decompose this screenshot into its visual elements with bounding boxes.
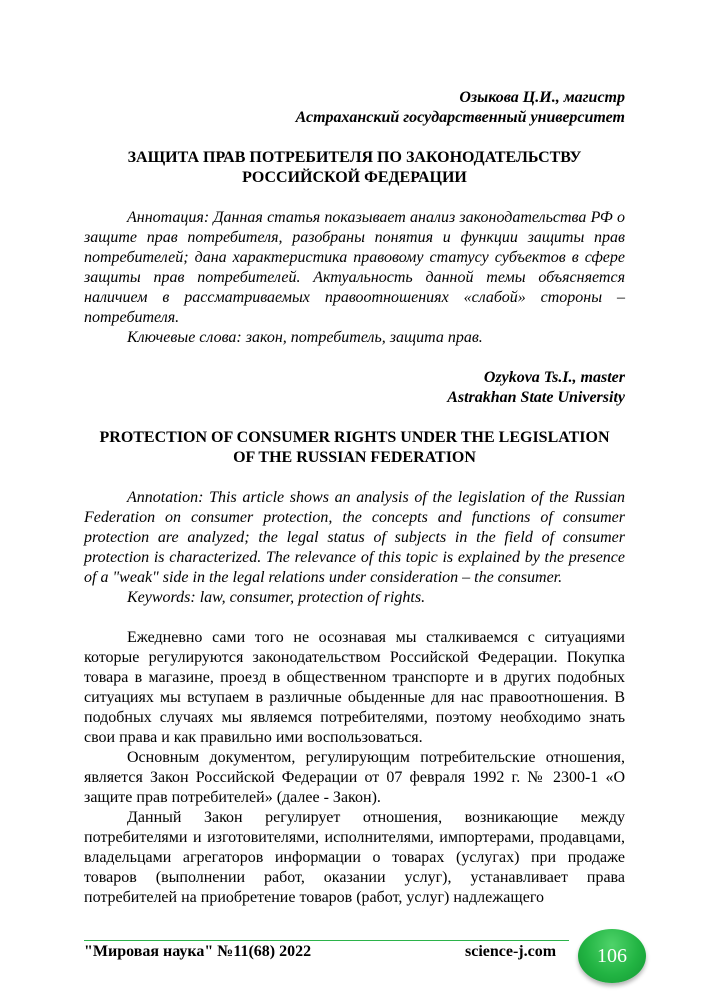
author-name-en: Ozykova Ts.I., master xyxy=(483,369,625,386)
keywords-ru: Ключевые слова: закон, потребитель, защита прав. xyxy=(127,329,483,346)
author-block-en xyxy=(84,368,625,408)
keywords-en: Keywords: law, consumer, protection of rights. xyxy=(127,589,426,606)
title-ru-line-1: ЗАЩИТА ПРАВ ПОТРЕБИТЕЛЯ ПО ЗАКОНОДАТЕЛЬСТВУ xyxy=(127,149,582,166)
author-block-ru xyxy=(84,88,625,128)
journal-name: "Мировая наука" №11(68) 2022 xyxy=(84,943,312,960)
abstract-ru-text: Аннотация: Данная статья показывает анализ законодательства РФ о защите прав потребителя, разобраны понятия и функции защиты прав потребителей; дана характеристика правовому статусу субъектов в сфере защиты прав потребителей. Актуальность данной темы объясняется наличием в рассматриваемых правоотношениях «слабой» стороны – потребителя. xyxy=(84,209,625,326)
article-body xyxy=(84,628,625,908)
footer-divider xyxy=(84,940,569,941)
author-name-ru: Озыкова Ц.И., магистр xyxy=(459,89,625,106)
title-en-line-1: PROTECTION OF CONSUMER RIGHTS UNDER THE LEGISLATION xyxy=(99,429,610,446)
title-ru xyxy=(84,148,625,188)
abstract-ru xyxy=(84,208,625,348)
author-affiliation-en: Astrakhan State University xyxy=(447,389,625,406)
article-page xyxy=(84,0,625,908)
page-number-badge: 106 xyxy=(578,929,646,983)
title-en-line-2: OF THE RUSSIAN FEDERATION xyxy=(233,449,476,466)
title-ru-line-2: РОССИЙСКОЙ ФЕДЕРАЦИИ xyxy=(242,169,467,186)
title-en xyxy=(84,428,625,468)
journal-site: science-j.com xyxy=(465,943,557,960)
body-paragraph: Данный Закон регулирует отношения, возникающие между потребителями и изготовителями, исполнителями, импортерами, продавцами, владельцами агрегаторов информации о товарах (услугах) при продаже товаров (выполнении работ, оказании услуг), устанавливает права потребителей на приобретение товаров (работ, услуг) надлежащего xyxy=(84,809,625,906)
author-affiliation-ru: Астраханский государственный университет xyxy=(295,109,625,126)
abstract-en xyxy=(84,488,625,608)
abstract-en-text: Annotation: This article shows an analysis of the legislation of the Russian Federation on consumer protection, the concepts and functions of consumer protection are analyzed; the legal status of subjects in the field of consumer protection is characterized. The relevance of this topic is explained by the presence of a "weak" side in the legal relations under consideration – the consumer. xyxy=(84,489,625,586)
body-paragraph: Ежедневно сами того не осознавая мы сталкиваемся с ситуациями которые регулируются законодательством Российской Федерации. Покупка товара в магазине, проезд в общественном транспорте и в других подобных ситуациях мы вступаем в различные обыденные для нас правоотношения. В подобных случаях мы являемся потребителями, поэтому необходимо знать свои права и как правильно ими воспользоваться. xyxy=(84,629,625,746)
body-paragraph: Основным документом, регулирующим потребительские отношения, является Закон Российской Федерации от 07 февраля 1992 г. № 2300-1 «О защите прав потребителей» (далее - Закон). xyxy=(84,749,625,806)
